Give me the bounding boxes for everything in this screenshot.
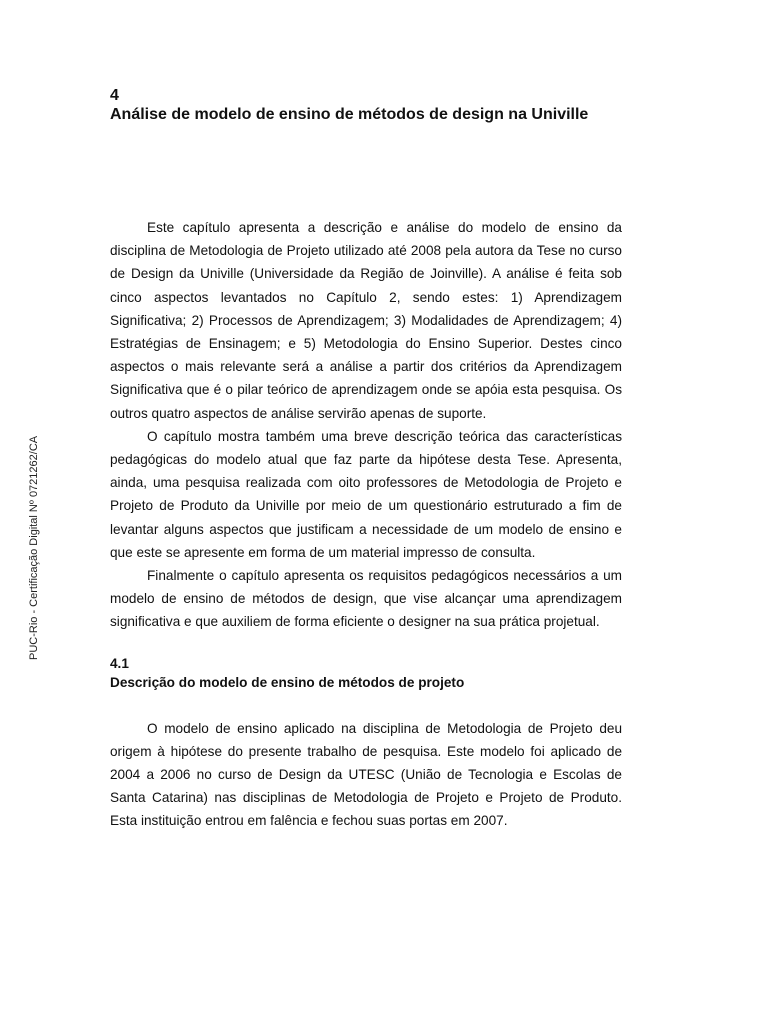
intro-paragraph-3: Finalmente o capítulo apresenta os requisitos pedagógicos necessários a um modelo de ensino de métodos de design, que vise alcançar uma aprendizagem significativa e que auxiliem de forma eficiente o designer na sua prática projetual. xyxy=(110,568,622,630)
section-paragraph: O modelo de ensino aplicado na disciplina de Metodologia de Projeto deu origem à hipótese do presente trabalho de pesquisa. Este modelo foi aplicado de 2004 a 2006 no curso de Design da UTESC (União de Tecnologia e Escolas de Santa Catarina) nas disciplinas de Metodologia de Projeto e Projeto de Produto. Esta instituição entrou em falência e fechou suas portas em 2007. xyxy=(110,720,622,829)
chapter-number: 4 xyxy=(110,87,119,104)
intro-paragraph-1: Este capítulo apresenta a descrição e análise do modelo de ensino da disciplina de Metodologia de Projeto utilizado até 2008 pela autora da Tese no curso de Design da Univille (Universidade da Região de Joinville). A análise é feita sob cinco aspectos levantados no Capítulo 2, sendo estes: 1) Aprendizagem Significativa; 2) Processos de Aprendizagem; 3) Modalidades de Aprendizagem; 4) Estratégias de Ensinagem; e 5) Metodologia do Ensino Superior. Destes cinco aspectos o mais relevante será a análise a partir dos critérios da Aprendizagem Significativa que é o pilar teórico de aprendizagem onde se apóia esta pesquisa. Os outros quatro aspectos de análise servirão apenas de suporte. xyxy=(110,220,622,421)
section-title: Descrição do modelo de ensino de métodos de projeto xyxy=(110,674,465,690)
certification-stamp: PUC-Rio - Certificação Digital Nº 0721262/CA xyxy=(28,435,40,660)
intro-paragraph-2: O capítulo mostra também uma breve descrição teórica das características pedagógicas do modelo atual que faz parte da hipótese desta Tese. Apresenta, ainda, uma pesquisa realizada com oito professores de Metodologia de Projeto e Projeto de Produto da Univille por meio de um questionário estruturado a fim de levantar alguns aspectos que justificam a necessidade de um modelo de ensino e que este se apresente em forma de um material impresso de consulta. xyxy=(110,428,622,560)
page-content xyxy=(110,86,622,833)
section-number: 4.1 xyxy=(110,655,129,671)
chapter-title: Análise de modelo de ensino de métodos de design na Univille xyxy=(110,106,589,123)
